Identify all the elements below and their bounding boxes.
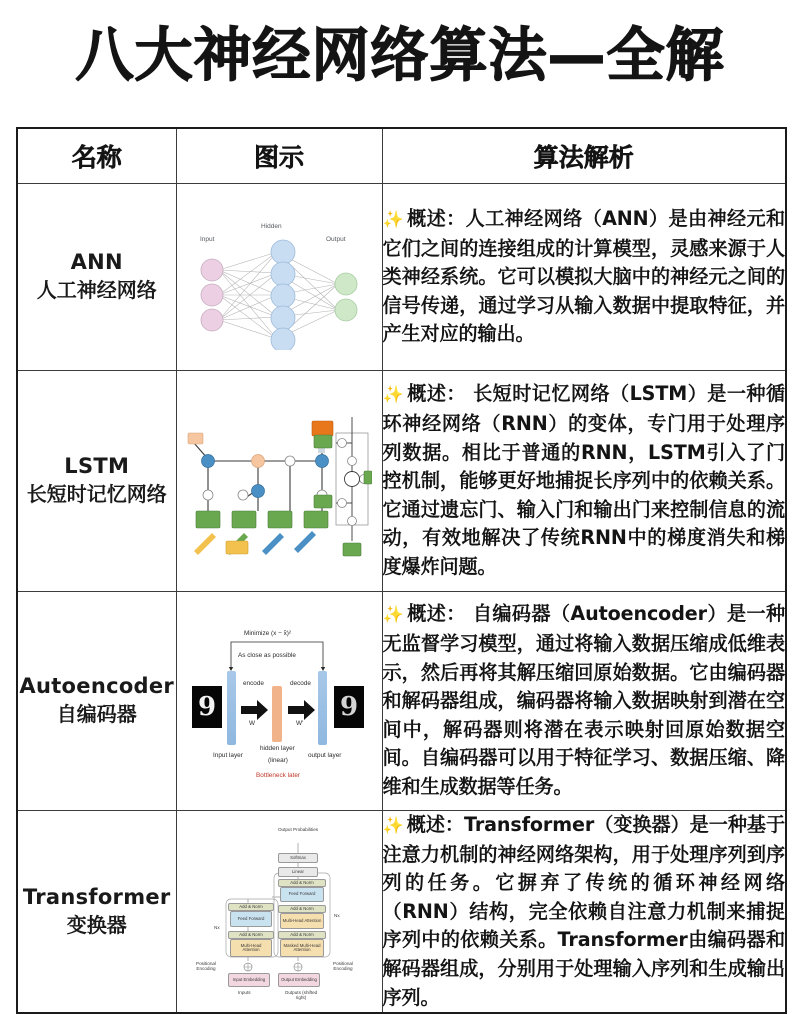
ae-hidden-layer-label: hidden layer <box>260 744 295 752</box>
tf-input-embedding-box: Input Embedding <box>228 973 270 987</box>
lstm-svg <box>186 399 372 559</box>
table-header-row <box>17 128 786 184</box>
tf-outputs-label: Outputs (shifted right) <box>284 990 318 1001</box>
ae-encode-label: encode <box>243 679 264 687</box>
ann-hidden-label: Hidden <box>261 222 282 230</box>
sparkle-icon: ✨ <box>382 816 404 836</box>
tf-decoder-addnorm-bottom: Add & Norm <box>278 931 326 939</box>
tf-decoder-multi-head-attention: Multi-Head Attention <box>280 913 324 929</box>
table-row <box>17 592 786 811</box>
algorithm-description: 概述： 长短时记忆网络（LSTM）是一种循环神经网络（RNN）的变体，专门用于处理序列数据。相比于普通的RNN，LSTM引入了门控机制，能够更好地捕捉长序列中的依赖关系。它通过遗忘门、输入门和输出门来控制信息的流动，有效地解决了传统RNN中的梯度消失和梯度爆炸问题。 <box>382 382 785 578</box>
column-header-analysis: 算法解析 <box>382 128 786 184</box>
column-header-name: 名称 <box>17 128 176 184</box>
algorithm-name-cn: 变换器 <box>66 912 127 937</box>
row-description-cell-autoencoder <box>382 592 786 811</box>
ann-input-label: Input <box>200 235 215 243</box>
row-name-cell-transformer <box>17 811 176 1014</box>
ae-minimize-label: Minimize (x − x̂)² <box>244 629 292 637</box>
tf-encoder-addnorm-bottom: Add & Norm <box>228 931 274 939</box>
row-name-cell-autoencoder <box>17 592 176 811</box>
tf-encoder-multi-head-attention: Multi-Head Attention <box>230 939 272 957</box>
row-description-cell-ann <box>382 184 786 371</box>
algorithm-name-cn: 自编码器 <box>56 702 137 727</box>
tf-decoder-feed-forward: Feed Forward <box>280 887 324 902</box>
table-body <box>17 184 786 1014</box>
tf-decoder-addnorm-top: Add & Norm <box>278 879 326 887</box>
row-description-cell-transformer <box>382 811 786 1014</box>
ae-bottleneck-label: Bottleneck later <box>256 771 301 779</box>
row-name-cell-lstm <box>17 371 176 592</box>
row-figure-cell-lstm <box>176 371 382 592</box>
table-row <box>17 184 786 371</box>
row-description-cell-lstm <box>382 371 786 592</box>
ae-decode-label: decode <box>290 679 311 687</box>
ae-output-digit: 9 <box>334 686 364 728</box>
tf-encoder-nx-label: Nx <box>214 925 220 931</box>
tf-positional-encoding-right-label: Positional Encoding <box>333 961 353 972</box>
algorithms-table <box>16 127 787 1014</box>
ae-output-layer-label: output layer <box>308 751 342 759</box>
sparkle-icon: ✨ <box>382 385 405 406</box>
tf-decoder-nx-label: Nx <box>334 913 340 919</box>
row-figure-cell-autoencoder <box>176 592 382 811</box>
sparkle-icon: ✨ <box>382 605 405 626</box>
algorithm-description: 概述：人工神经网络（ANN）是由神经元和它们之间的连接组成的计算模型，灵感来源于人类神经系统。它可以模拟大脑中的神经元之间的信号传递，通过学习从输入数据中提取特征，并产生对应的输出。 <box>382 207 785 346</box>
ae-input-digit: 9 <box>192 686 222 728</box>
algorithm-name-en: Autoencoder <box>19 674 175 699</box>
sparkle-icon: ✨ <box>382 210 405 231</box>
ann-network-diagram <box>186 200 372 350</box>
ae-asclose-label: As close as possible <box>238 651 296 659</box>
algorithm-name-en: LSTM <box>64 454 130 479</box>
tf-decoder-addnorm-mid: Add & Norm <box>278 905 326 913</box>
tf-positional-encoding-left-label: Positional Encoding <box>196 961 216 972</box>
autoencoder-diagram <box>186 614 372 784</box>
ae-linear-label: (linear) <box>268 756 288 764</box>
transformer-architecture-diagram <box>186 821 372 1001</box>
tf-inputs-label: Inputs <box>238 990 251 996</box>
table-row <box>17 811 786 1014</box>
ae-w-label: W <box>249 719 256 727</box>
row-figure-cell-ann <box>176 184 382 371</box>
tf-encoder-feed-forward: Feed Forward <box>230 911 272 927</box>
tf-decoder-masked-multi-head-attention: Masked Multi-Head Attention <box>280 939 324 957</box>
algorithm-name-en: ANN <box>70 250 123 275</box>
algorithm-description: 概述：Transformer（变换器）是一种基于注意力机制的神经网络架构，用于处理序列到序列的任务。它摒弃了传统的循环神经网络（RNN）结构，完全依赖自注意力机制来捕捉序列中的依赖关系。Transformer由编码器和解码器组成，分别用于处理输入序列和生成输出序列。 <box>382 813 786 1009</box>
tf-encoder-addnorm-top: Add & Norm <box>228 903 274 911</box>
ae-wprime-label: W' <box>296 719 304 727</box>
row-figure-cell-transformer <box>176 811 382 1014</box>
tf-output-probabilities-label: Output Probabilities <box>277 827 319 833</box>
ae-input-layer-label: Input layer <box>213 751 243 759</box>
page-title: 八大神经网络算法—全解 <box>75 21 725 89</box>
ae-svg <box>186 614 372 784</box>
table-row <box>17 371 786 592</box>
tf-output-embedding-box: Output Embedding <box>278 973 320 987</box>
column-header-figure: 图示 <box>176 128 382 184</box>
algorithm-name-en: Transformer <box>22 884 171 909</box>
algorithm-description: 概述： 自编码器（Autoencoder）是一种无监督学习模型，通过将输入数据压缩成低维表示，然后再将其解压缩回原始数据。它由编码器和解码器组成，编码器将输入数据映射到潜在空间中，解码器则将潜在表示映射回原始数据空间。自编码器可以用于特征学习、数据压缩、降维和生成数据等任务。 <box>382 602 785 798</box>
tf-softmax-box: Softmax <box>278 853 318 863</box>
table-header <box>17 128 786 184</box>
algorithm-name-cn: 长短时记忆网络 <box>26 482 167 507</box>
tf-linear-box: Linear <box>278 867 318 877</box>
ann-output-label: Output <box>326 235 346 243</box>
lstm-cell-diagram <box>186 399 372 559</box>
algorithm-name-cn: 人工神经网络 <box>36 278 157 303</box>
row-name-cell-ann <box>17 184 176 371</box>
